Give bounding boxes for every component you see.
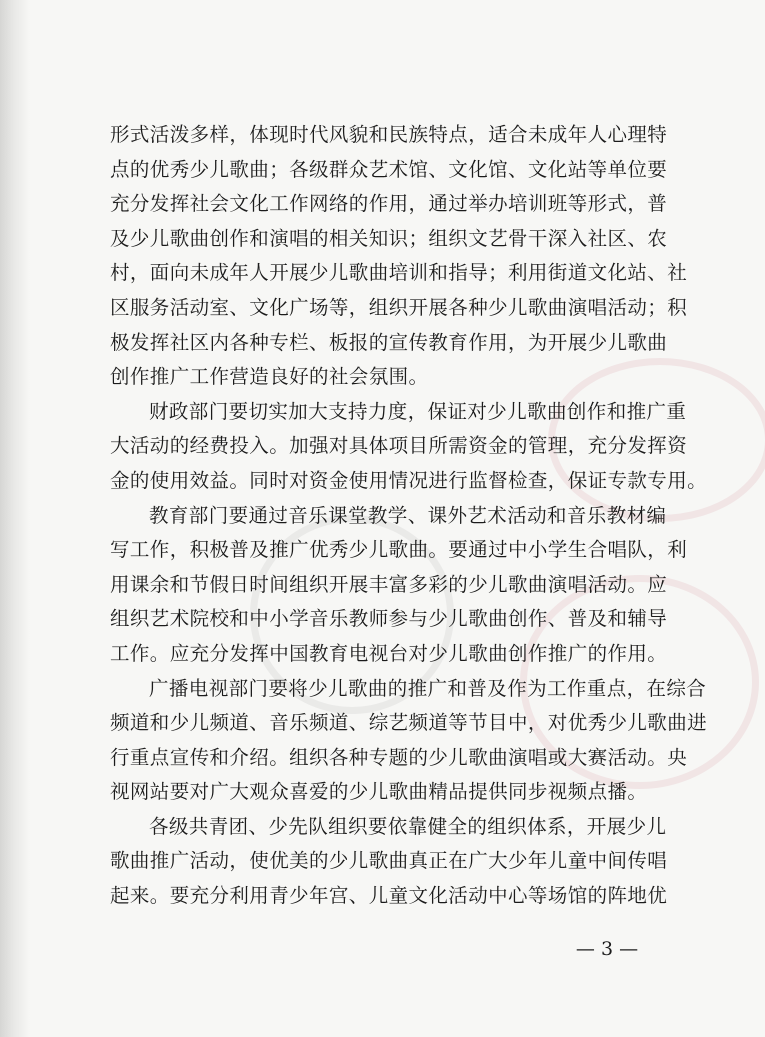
text-line: 区服务活动室、文化广场等，组织开展各种少儿歌曲演唱活动；积	[110, 295, 688, 319]
text-line: 及少儿歌曲创作和演唱的相关知识；组织文艺骨干深入社区、农	[110, 226, 668, 250]
text-line: 村，面向未成年人开展少儿歌曲培训和指导；利用街道文化站、社	[110, 261, 688, 285]
text-line: 大活动的经费投入。加强对具体项目所需资金的管理，充分发挥资	[110, 434, 688, 458]
text-line: 频道和少儿频道、音乐频道、综艺频道等节目中，对优秀少儿歌曲进	[110, 711, 708, 735]
text-line: 行重点宣传和介绍。组织各种专题的少儿歌曲演唱或大赛活动。央	[110, 745, 688, 769]
text-line: 形式活泼多样，体现时代风貌和民族特点，适合未成年人心理特	[110, 123, 668, 146]
text-line: 点的优秀少儿歌曲；各级群众艺术馆、文化馆、文化站等单位要	[110, 157, 668, 181]
paragraph-culture	[110, 118, 688, 395]
paragraph-education	[110, 499, 688, 672]
text-line: 起来。要充分利用青少年宫、儿童文化活动中心等场馆的阵地优	[110, 884, 668, 908]
text-line: 广播电视部门要将少儿歌曲的推广和普及作为工作重点，在综合	[149, 676, 707, 700]
body-text	[110, 118, 708, 914]
text-line: 金的使用效益。同时对资金使用情况进行监督检查，保证专款专用。	[110, 468, 708, 492]
text-line: 视网站要对广大观众喜爱的少儿歌曲精品提供同步视频点播。	[110, 780, 648, 804]
paragraph-broadcasting	[110, 672, 708, 810]
text-line: 创作推广工作营造良好的社会氛围。	[110, 365, 429, 389]
paragraph-finance	[110, 395, 708, 499]
text-line: 各级共青团、少先队组织要依靠健全的组织体系，开展少儿	[149, 814, 667, 838]
text-line: 写工作，积极普及推广优秀少儿歌曲。要通过中小学生合唱队，利	[110, 538, 688, 562]
text-line: 组织艺术院校和中小学音乐教师参与少儿歌曲创作、普及和辅导	[110, 607, 668, 631]
text-line: 工作。应充分发挥中国教育电视台对少儿歌曲创作推广的作用。	[110, 641, 668, 665]
text-line: 用课余和节假日时间组织开展丰富多彩的少儿歌曲演唱活动。应	[110, 572, 668, 596]
paragraph-youth-league	[110, 810, 666, 914]
text-line: 教育部门要通过音乐课堂教学、课外艺术活动和音乐教材编	[149, 503, 667, 527]
text-line: 极发挥社区内各种专栏、板报的宣传教育作用，为开展少儿歌曲	[110, 330, 668, 354]
text-line: 歌曲推广活动，使优美的少儿歌曲真正在广大少年儿童中间传唱	[110, 849, 668, 873]
scan-edge-shadow	[0, 0, 30, 1037]
page-number: — 3 —	[575, 938, 639, 960]
text-line: 财政部门要切实加大支持力度，保证对少儿歌曲创作和推广重	[149, 399, 687, 423]
text-line: 充分发挥社会文化工作网络的作用，通过举办培训班等形式，普	[110, 192, 668, 216]
